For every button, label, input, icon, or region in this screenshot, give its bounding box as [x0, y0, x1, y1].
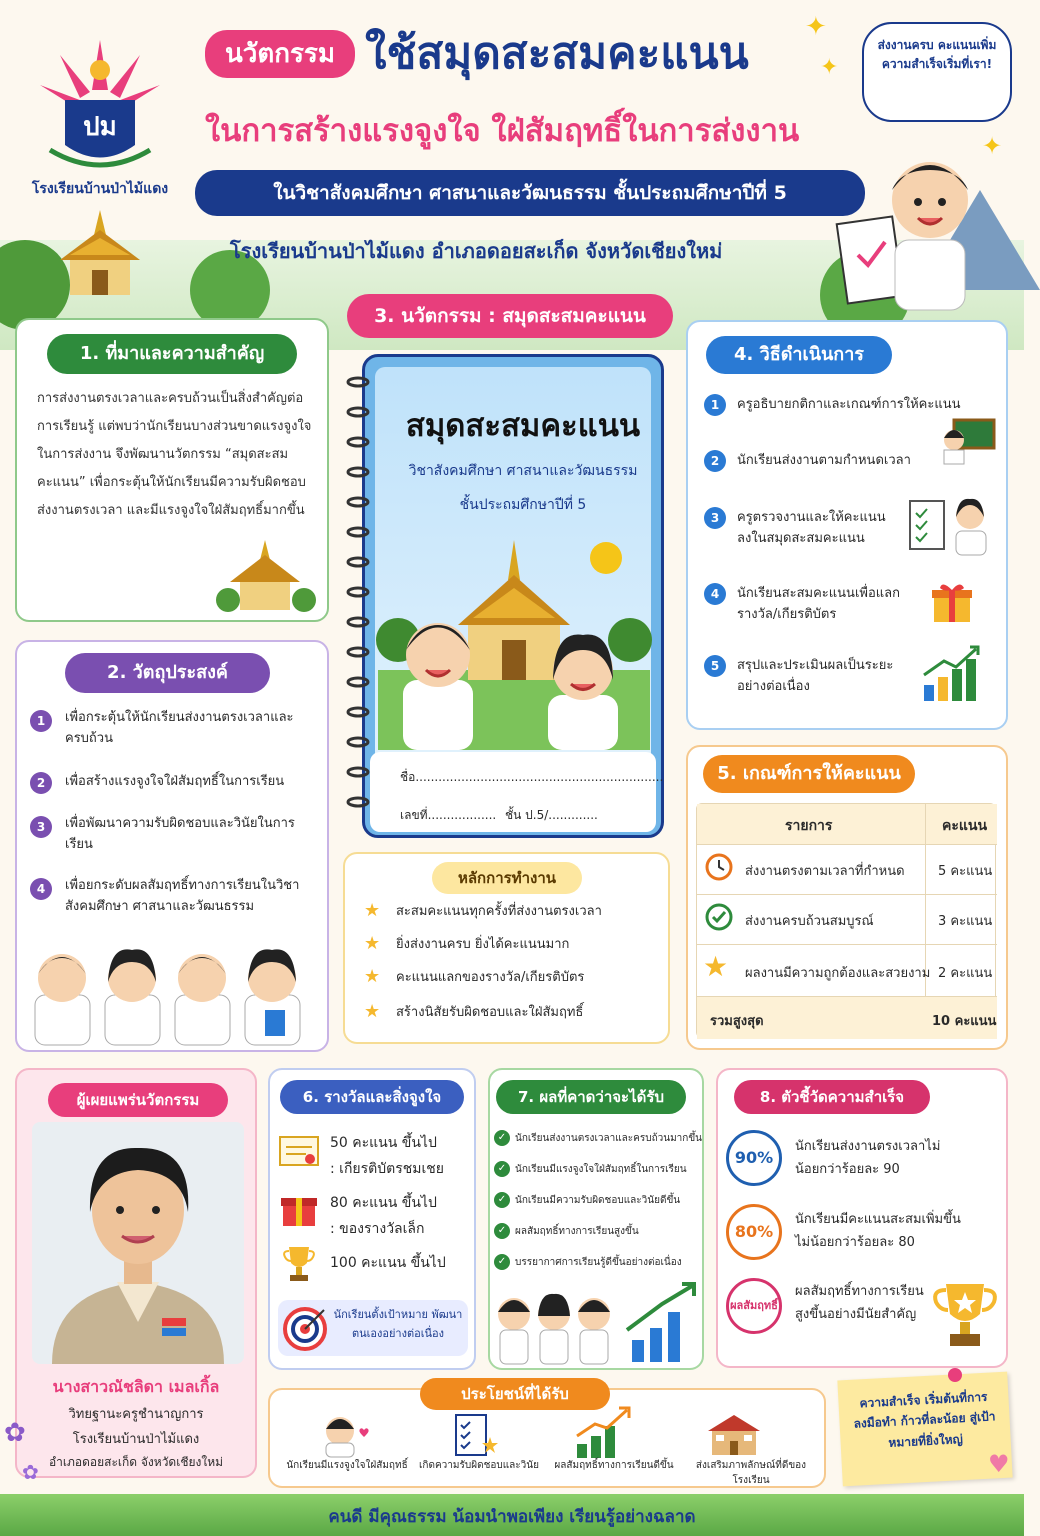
- step-number: 3: [704, 507, 726, 529]
- subject-banner: ในวิชาสังคมศึกษา ศาสนาและวัฒนธรรม ชั้นประถมศึกษาปีที่ 5: [195, 170, 865, 216]
- section7-title: 7. ผลที่คาดว่าจะได้รับ: [496, 1080, 686, 1114]
- step-text: สรุปและประเมินผลเป็นระยะอย่างต่อเนื่อง: [737, 658, 894, 694]
- principle-text: สร้างนิสัยรับผิดชอบและใฝ่สัมฤทธิ์: [396, 1005, 584, 1020]
- growth-chart-icon: [920, 645, 982, 703]
- check-icon: ✓: [494, 1192, 510, 1208]
- sparkle-icon: ✦: [820, 55, 839, 80]
- step-number: 2: [704, 450, 726, 472]
- reward-name: : เกียรติบัตรชมเชย: [330, 1161, 444, 1177]
- notebook-title: สมุดสะสมคะแนน: [405, 408, 641, 444]
- indicator-badge: 90%: [726, 1130, 782, 1186]
- expected-result: บรรยากาศการเรียนรู้ดีขึ้นอย่างต่อเนื่อง: [515, 1257, 682, 1268]
- section4-title: 4. วิธีดำเนินการ: [706, 336, 892, 374]
- student-submit-icon: [940, 440, 996, 470]
- student-boy-illustration: [840, 130, 980, 310]
- benefit-student-icon: [318, 1413, 368, 1457]
- presenter-school: โรงเรียนบ้านป่าไม้แดง: [72, 1432, 200, 1447]
- logo-caption: โรงเรียนบ้านป่าไม้แดง: [31, 181, 169, 197]
- table-row-divider: [697, 844, 997, 845]
- flower-icon: ✿: [4, 1418, 26, 1448]
- presenter-title: ผู้เผยแพร่นวัตกรรม: [48, 1083, 228, 1117]
- benefit-growth-icon: [573, 1406, 631, 1458]
- indicator-badge: ผลสัมฤทธิ์: [726, 1278, 782, 1334]
- table-row-divider: [697, 944, 997, 945]
- notebook-number-label: เลขที่..................: [400, 808, 497, 822]
- benefit-text: นักเรียนมีแรงจูงใจใฝ่สัมฤทธิ์: [286, 1460, 408, 1471]
- notebook-class-label: ชั้น ป.5/.............: [505, 808, 598, 822]
- indicator-badge: 80%: [726, 1204, 782, 1260]
- check-icon: ✓: [494, 1130, 510, 1146]
- principle-text: ยิ่งส่งงานครบ ยิ่งได้คะแนนมาก: [396, 937, 570, 952]
- sparkle-icon: ✦: [805, 12, 827, 42]
- section6-title: 6. รางวัลและสิ่งจูงใจ: [280, 1080, 464, 1114]
- section2-title: 2. วัตถุประสงค์: [65, 653, 270, 693]
- objective-text: เพื่อสร้างแรงจูงใจใฝ่สัมฤทธิ์ในการเรียน: [65, 774, 285, 789]
- motivation-note: [837, 1372, 1012, 1487]
- objective-text: เพื่อพัฒนาความรับผิดชอบและวินัยในการเรียน: [65, 816, 295, 852]
- objective-number: 3: [30, 816, 52, 838]
- total-label: รวมสูงสุด: [710, 1014, 764, 1029]
- objective-text: เพื่อกระตุ้นให้นักเรียนส่งงานตรงเวลาและครบถ้วน: [65, 710, 294, 746]
- main-title: ใช้สมุดสะสมคะแนน: [365, 28, 749, 79]
- star-icon: ★: [364, 966, 381, 987]
- speech-bubble: [862, 22, 1012, 122]
- criteria-score: 5 คะแนน: [938, 864, 993, 879]
- principles-title: หลักการทำงาน: [432, 862, 582, 894]
- section1-body: การส่งงานตรงเวลาและครบถ้วนเป็นสิ่งสำคัญต่อการเรียนรู้ แต่พบว่านักเรียนบางส่วนขาดแรงจูงใจในการส่งงาน จึงพัฒนานวัตกรรม “สมุดสะสมคะแนน” เพื่อกระตุ้นให้นักเรียนมีความรับผิดชอบ ส่งงานตรงเวลา และมีแรงจูงใจใฝ่สัมฤทธิ์มากขึ้น: [37, 391, 312, 518]
- criteria-score: 3 คะแนน: [938, 914, 993, 929]
- presenter-position: วิทยฐานะครูชำนาญการ: [68, 1407, 204, 1422]
- step-number: 4: [704, 583, 726, 605]
- check-circle-icon: [704, 902, 734, 932]
- flower-icon: ✿: [22, 1460, 39, 1484]
- table-row-divider: [697, 894, 997, 895]
- reward-score: 100 คะแนน ขึ้นไป: [330, 1255, 446, 1271]
- footer-motto: คนดี มีคุณธรรม น้อมนำพอเพียง เรียนรู้อย่างฉลาด: [328, 1507, 696, 1527]
- objective-number: 4: [30, 878, 52, 900]
- section1-title: 1. ที่มาและความสำคัญ: [47, 334, 297, 374]
- goal-text: นักเรียนตั้งเป้าหมาย พัฒนาตนเองอย่างต่อเนื่อง: [333, 1308, 463, 1340]
- happy-students-chart-illustration: [492, 1282, 700, 1364]
- step-number: 5: [704, 655, 726, 677]
- step-text: นักเรียนสะสมคะแนนเพื่อแลกรางวัล/เกียรติบัตร: [737, 586, 900, 622]
- target-icon: [282, 1306, 328, 1352]
- star-icon: ★: [364, 1001, 381, 1022]
- notebook-cover-illustration: [378, 530, 650, 750]
- temple-small-illustration: [220, 540, 310, 612]
- objective-number: 1: [30, 710, 52, 732]
- indicator-text: นักเรียนส่งงานตรงเวลาไม่น้อยกว่าร้อยละ 90: [795, 1139, 941, 1178]
- presenter-address: อำเภอดอยสะเก็ด จังหวัดเชียงใหม่: [48, 1455, 224, 1469]
- indicator-text: ผลสัมฤทธิ์ทางการเรียนสูงขึ้นอย่างมีนัยสำคัญ: [795, 1284, 924, 1323]
- reward-name: : ของรางวัลเล็ก: [330, 1221, 425, 1237]
- criteria-item: ผลงานมีความถูกต้องและสวยงาม: [745, 966, 931, 981]
- star-icon: ★: [364, 900, 381, 921]
- presenter-photo: [32, 1122, 244, 1364]
- benefit-checklist-icon: [452, 1413, 498, 1457]
- check-icon: ✓: [494, 1161, 510, 1177]
- step-text: ครูตรวจงานและให้คะแนนลงในสมุดสะสมคะแนน: [737, 510, 886, 546]
- innovation-badge: นวัตกรรม: [205, 30, 355, 78]
- principle-text: สะสมคะแนนทุกครั้งที่ส่งงานตรงเวลา: [396, 904, 602, 919]
- notebook-grade: ชั้นประถมศึกษาปีที่ 5: [459, 497, 587, 513]
- star-icon: ★: [703, 950, 729, 983]
- principle-text: คะแนนแลกของรางวัล/เกียรติบัตร: [396, 970, 585, 985]
- sparkle-icon: ✦: [982, 132, 1003, 160]
- step-text: นักเรียนส่งงานตามกำหนดเวลา: [737, 453, 911, 468]
- benefit-school-icon: [706, 1413, 762, 1457]
- notebook-subject: วิชาสังคมศึกษา ศาสนาและวัฒนธรรม: [408, 463, 638, 479]
- students-group-illustration: [30, 940, 310, 1045]
- criteria-item: ส่งงานตรงตามเวลาที่กำหนด: [745, 864, 905, 879]
- benefits-title: ประโยชน์ที่ได้รับ: [420, 1378, 610, 1410]
- section5-title: 5. เกณฑ์การให้คะแนน: [703, 755, 915, 793]
- certificate-icon: [278, 1135, 320, 1169]
- heart-icon: ♥: [988, 1450, 1010, 1478]
- presenter-name: นางสาวณัชลิดา เมลเกิ้ล: [52, 1377, 220, 1396]
- check-icon: ✓: [494, 1223, 510, 1239]
- speech-text: ส่งงานครบ คะแนนเพิ่ม ความสำเร็จเริ่มที่เรา!: [877, 38, 997, 72]
- svg-text:ปม: ปม: [83, 112, 117, 142]
- reward-score: 50 คะแนน ขึ้นไป: [330, 1135, 437, 1151]
- reward-score: 80 คะแนน ขึ้นไป: [330, 1195, 437, 1211]
- notebook-name-label: ชื่อ.................................................................: [400, 770, 664, 784]
- criteria-score: 2 คะแนน: [938, 966, 993, 981]
- criteria-item: ส่งงานครบถ้วนสมบูรณ์: [745, 914, 874, 929]
- col-item-header: รายการ: [785, 818, 833, 834]
- objective-text: เพื่อยกระดับผลสัมฤทธิ์ทางการเรียนในวิชาสังคมศึกษา ศาสนาและวัฒนธรรม: [65, 878, 300, 914]
- expected-result: นักเรียนมีความรับผิดชอบและวินัยดีขึ้น: [515, 1195, 681, 1206]
- expected-result: นักเรียนส่งงานตรงเวลาและครบถ้วนมากขึ้น: [515, 1133, 703, 1144]
- step-text: ครูอธิบายกติกาและเกณฑ์การให้คะแนน: [737, 397, 961, 412]
- trophy-icon: [282, 1245, 316, 1283]
- indicator-text: นักเรียนมีคะแนนสะสมเพิ่มขึ้นไม่น้อยกว่าร้อยละ 80: [795, 1212, 961, 1251]
- checklist-icon: [908, 495, 998, 557]
- expected-result: นักเรียนมีแรงจูงใจใฝ่สัมฤทธิ์ในการเรียน: [515, 1164, 687, 1175]
- subtitle: ในการสร้างแรงจูงใจ ใฝ่สัมฤทธิ์ในการส่งงาน: [205, 113, 800, 149]
- section8-title: 8. ตัวชี้วัดความสำเร็จ: [734, 1080, 930, 1114]
- school-logo: [20, 30, 180, 200]
- benefit-text: ผลสัมฤทธิ์ทางการเรียนดีขึ้น: [554, 1460, 674, 1471]
- total-score: 10 คะแนน: [932, 1014, 997, 1029]
- gift-icon: [280, 1190, 318, 1228]
- objective-number: 2: [30, 772, 52, 794]
- trophy-icon: [932, 1280, 998, 1350]
- notebook-spiral: [346, 372, 370, 822]
- check-icon: ✓: [494, 1254, 510, 1270]
- gift-icon: [930, 580, 974, 624]
- clock-icon: [704, 852, 734, 882]
- motivation-text: ความสำเร็จ เริ่มต้นที่การลงมือทำ ก้าวที่ละน้อย สู่เป้าหมายที่ยิ่งใหญ่: [853, 1389, 996, 1450]
- school-line: โรงเรียนบ้านป่าไม้แดง อำเภอดอยสะเก็ด จังหวัดเชียงใหม่: [230, 239, 723, 263]
- pin-icon: [948, 1368, 962, 1382]
- benefit-text: เกิดความรับผิดชอบและวินัย: [419, 1460, 539, 1471]
- expected-result: ผลสัมฤทธิ์ทางการเรียนสูงขึ้น: [515, 1226, 639, 1237]
- benefit-text: ส่งเสริมภาพลักษณ์ที่ดีของโรงเรียน: [695, 1460, 807, 1486]
- temple-illustration: [40, 210, 160, 300]
- section3-title: 3. นวัตกรรม : สมุดสะสมคะแนน: [347, 294, 673, 338]
- star-icon: ★: [364, 933, 381, 954]
- col-score-header: คะแนน: [942, 818, 988, 834]
- step-number: 1: [704, 394, 726, 416]
